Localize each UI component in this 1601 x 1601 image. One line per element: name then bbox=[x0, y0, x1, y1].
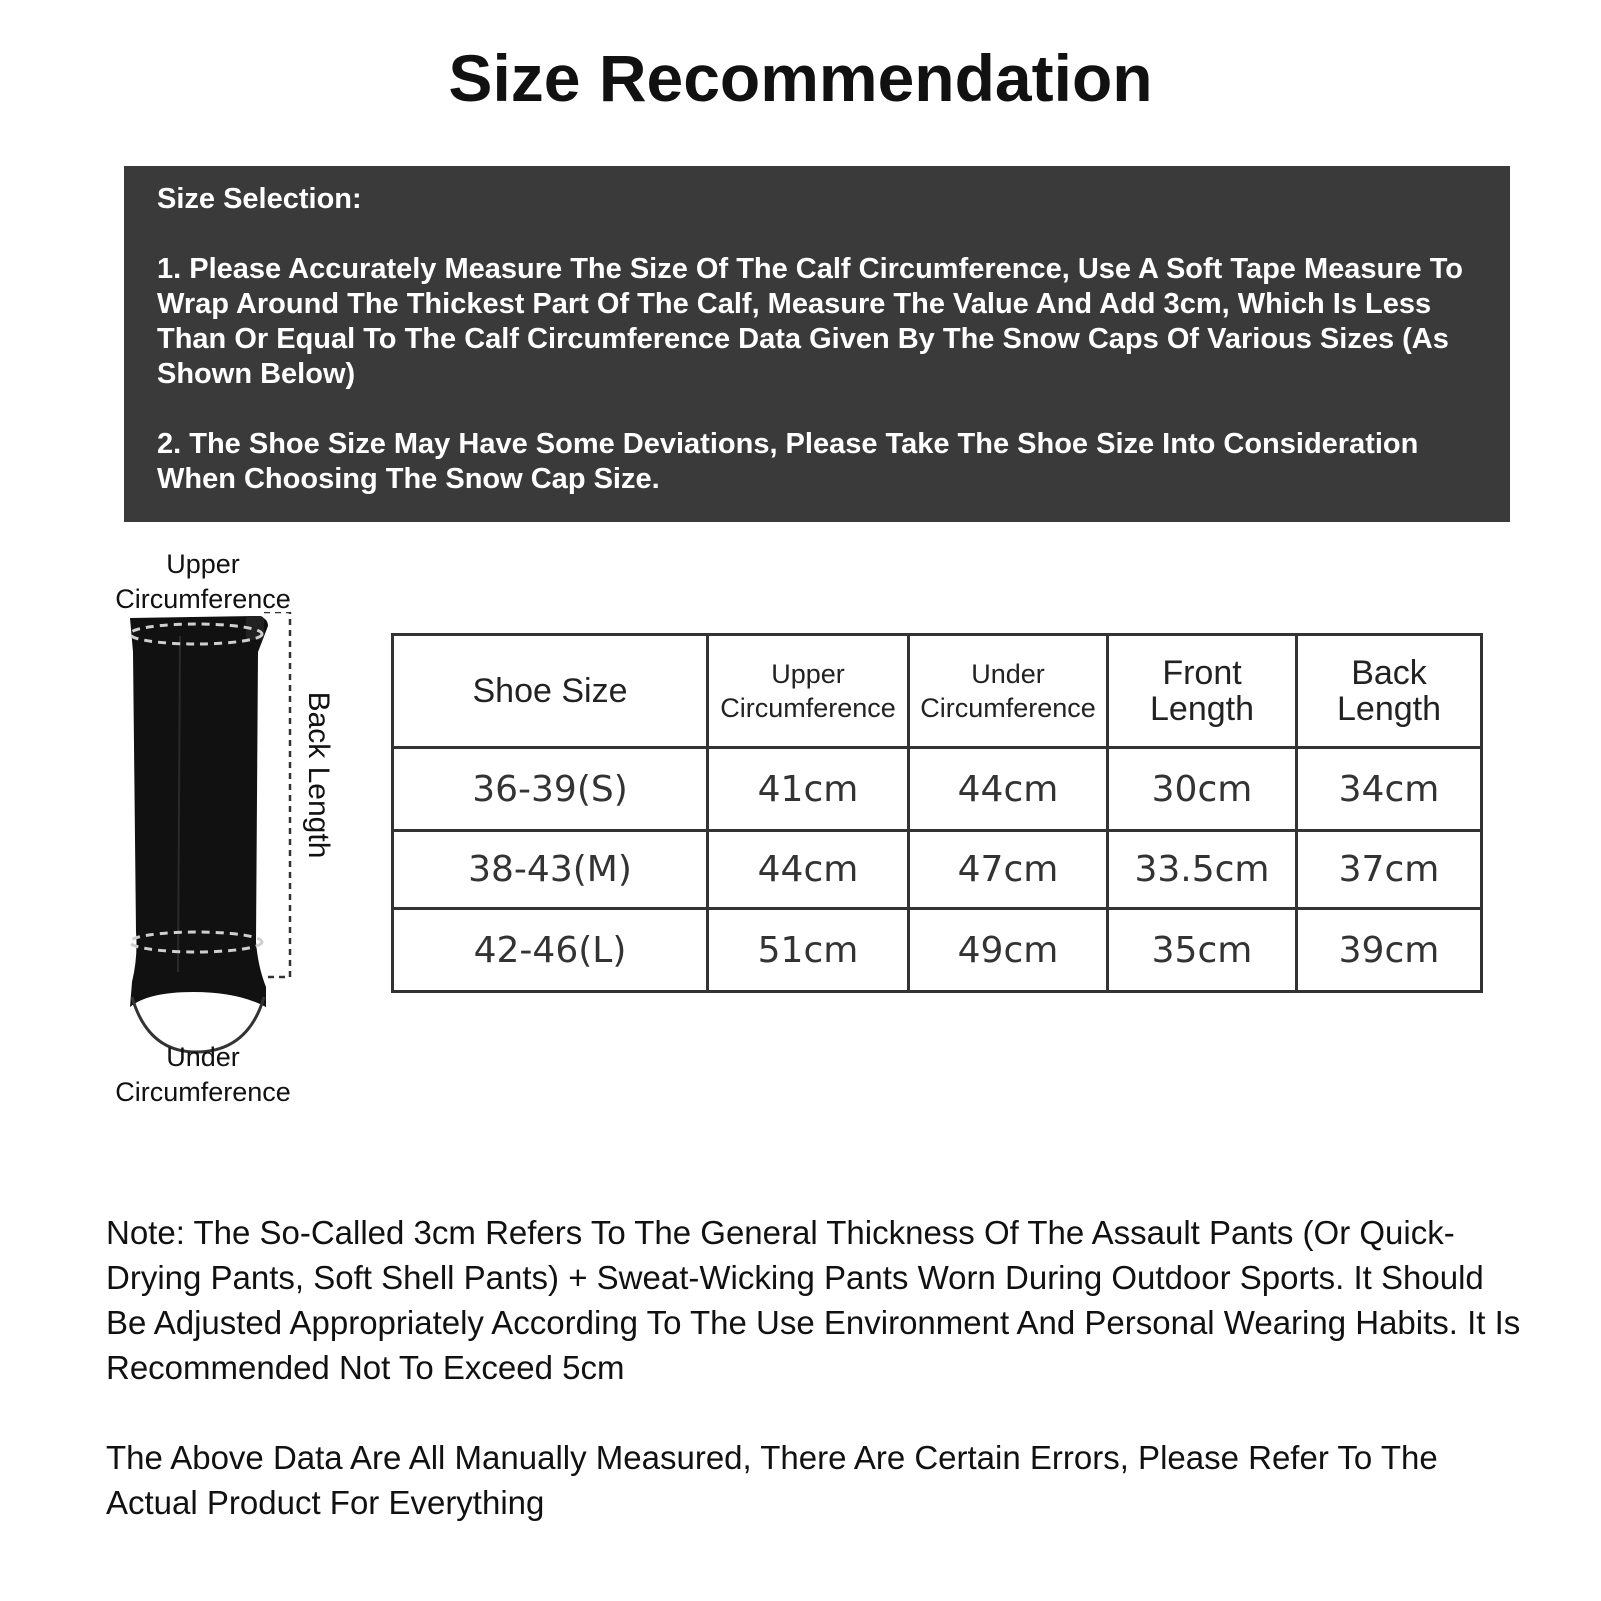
header-upper-circumference: Upper Circumference bbox=[708, 635, 909, 748]
cell-shoe-size: 36-39(S) bbox=[393, 748, 708, 831]
cell-under-circumference: 47cm bbox=[909, 831, 1108, 909]
cell-under-circumference: 44cm bbox=[909, 748, 1108, 831]
cell-front-length: 30cm bbox=[1108, 748, 1297, 831]
cell-shoe-size: 38-43(M) bbox=[393, 831, 708, 909]
cell-under-circumference: 49cm bbox=[909, 909, 1108, 992]
notes-section bbox=[106, 1210, 1526, 1525]
table-header-row bbox=[393, 635, 1482, 748]
under-label-line-2: Circumference bbox=[115, 1077, 291, 1107]
cell-front-length: 35cm bbox=[1108, 909, 1297, 992]
size-selection-point-1: 1. Please Accurately Measure The Size Of The Calf Circumference, Use A Soft Tape Measure To Wrap Around The Thickest Part Of The Calf, Measure The Value And Add 3cm, Which Is Less Than Or Equal To The Calf Circumference Data Given By The Snow Caps Of Various Sizes (As Shown Below) bbox=[157, 253, 1463, 390]
upper-circumference-label bbox=[93, 547, 313, 617]
upper-label-line-2: Circumference bbox=[115, 584, 291, 614]
cell-back-length: 39cm bbox=[1297, 909, 1482, 992]
cell-front-length: 33.5cm bbox=[1108, 831, 1297, 909]
note-thickness: Note: The So-Called 3cm Refers To The General Thickness Of The Assault Pants (Or Quick-Drying Pants, Soft Shell Pants) + Sweat-Wicking Pants Worn During Outdoor Sports. It Should Be Adjusted Appropriately According To The Use Environment And Personal Wearing Habits. It Is Recommended Not To Exceed 5cm bbox=[106, 1214, 1521, 1386]
table-row bbox=[393, 831, 1482, 909]
page-title: Size Recommendation bbox=[448, 41, 1153, 115]
header-front-length: Front Length bbox=[1108, 635, 1297, 748]
header-back-length: Back Length bbox=[1297, 635, 1482, 748]
back-length-label: Back Length bbox=[302, 691, 335, 859]
table-row bbox=[393, 909, 1482, 992]
note-manual-measurement: The Above Data Are All Manually Measured, There Are Certain Errors, Please Refer To The Actual Product For Everything bbox=[106, 1439, 1438, 1521]
cell-back-length: 34cm bbox=[1297, 748, 1482, 831]
back-length-bracket bbox=[264, 612, 290, 977]
table-row bbox=[393, 748, 1482, 831]
size-chart-table bbox=[391, 633, 1483, 993]
under-circumference-label bbox=[93, 1040, 313, 1110]
upper-label-line-1: Upper bbox=[166, 549, 240, 579]
size-selection-point-2: 2. The Shoe Size May Have Some Deviations, Please Take The Shoe Size Into Consideration When Choosing The Snow Cap Size. bbox=[157, 428, 1419, 495]
size-selection-panel bbox=[124, 166, 1510, 522]
cell-upper-circumference: 51cm bbox=[708, 909, 909, 992]
cell-shoe-size: 42-46(L) bbox=[393, 909, 708, 992]
size-selection-heading: Size Selection: bbox=[157, 183, 362, 215]
header-shoe-size: Shoe Size bbox=[393, 635, 708, 748]
cell-upper-circumference: 41cm bbox=[708, 748, 909, 831]
cell-back-length: 37cm bbox=[1297, 831, 1482, 909]
cell-upper-circumference: 44cm bbox=[708, 831, 909, 909]
header-under-circumference: Under Circumference bbox=[909, 635, 1108, 748]
under-label-line-1: Under bbox=[166, 1042, 240, 1072]
